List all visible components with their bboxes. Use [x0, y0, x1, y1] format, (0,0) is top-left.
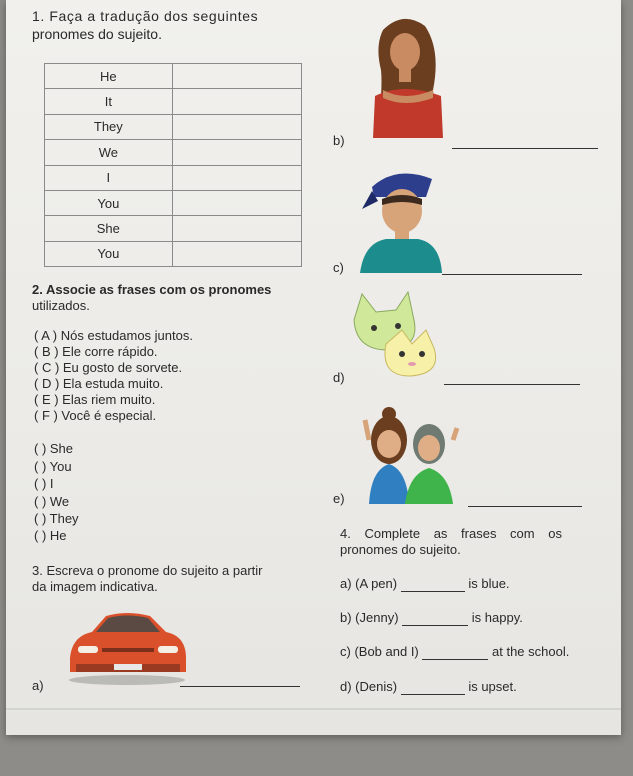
cats-image: [346, 290, 446, 378]
q4-item-b-suffix: is happy.: [471, 610, 523, 625]
q1-title-line2: pronomes do sujeito.: [32, 26, 162, 42]
q4-item-d-suffix: is upset.: [468, 679, 517, 694]
pronoun-table: [44, 63, 302, 267]
q2-sentence: ( B ) Ele corre rápido.: [34, 344, 158, 359]
q4-item-a-suffix: is blue.: [468, 576, 510, 591]
q3-item-c-blank[interactable]: [442, 262, 582, 275]
table-row: [45, 190, 302, 215]
q1-title-line1: 1. Faça a tradução dos seguintes: [32, 8, 259, 24]
girls-image: [361, 400, 461, 504]
answer-cell[interactable]: [172, 165, 301, 190]
q3-item-d-blank[interactable]: [444, 372, 580, 385]
q2-answer-item[interactable]: ( ) We: [34, 494, 70, 509]
paper-fold-line: [6, 708, 621, 710]
q2-sentence: ( C ) Eu gosto de sorvete.: [34, 360, 183, 375]
boy-cap-image: [356, 165, 444, 273]
q3-item-a-blank[interactable]: [180, 674, 300, 687]
q4-item-a-prefix: a) (A pen): [340, 576, 398, 591]
q2-answer-item[interactable]: ( ) She: [34, 441, 74, 456]
q3-item-d-label: d): [333, 370, 345, 385]
table-row: [45, 64, 302, 89]
q2-sentence: ( D ) Ela estuda muito.: [34, 376, 164, 391]
q4-title-line1: 4. Complete as frases com os: [340, 526, 562, 541]
table-row: [45, 140, 302, 165]
q4-item-d-blank[interactable]: [401, 682, 465, 695]
pronoun-cell: I: [45, 165, 173, 190]
q4-item-d: [340, 679, 517, 695]
q2-sentence: ( F ) Você é especial.: [34, 408, 157, 423]
worksheet-page: [6, 0, 621, 735]
pronoun-cell: You: [45, 190, 173, 215]
q4-item-c: [340, 644, 569, 660]
woman-image: [363, 10, 448, 140]
table-row: [45, 114, 302, 139]
table-row: [45, 89, 302, 114]
q4-item-a: [340, 576, 510, 592]
q3-item-e-blank[interactable]: [468, 494, 582, 507]
q4-item-b-prefix: b) (Jenny): [340, 610, 399, 625]
q2-answer-item[interactable]: ( ) He: [34, 528, 67, 543]
q3-title-line2: da imagem indicativa.: [32, 579, 158, 594]
pronoun-cell: We: [45, 140, 173, 165]
q2-answer-item[interactable]: ( ) I: [34, 476, 54, 491]
q4-item-b-blank[interactable]: [402, 613, 468, 626]
answer-cell[interactable]: [172, 140, 301, 165]
table-row: [45, 241, 302, 266]
pronoun-cell: He: [45, 64, 173, 89]
q4-item-c-prefix: c) (Bob and I): [340, 644, 419, 659]
q3-title-line1: 3. Escreva o pronome do sujeito a partir: [32, 563, 263, 578]
q2-answer-item[interactable]: ( ) You: [34, 459, 72, 474]
q3-item-a-label: a): [32, 678, 44, 693]
pronoun-cell: She: [45, 216, 173, 241]
q2-sentence: ( E ) Elas riem muito.: [34, 392, 156, 407]
table-row: [45, 216, 302, 241]
q4-item-b: [340, 610, 523, 626]
q3-item-c-label: c): [333, 260, 344, 275]
car-image: [62, 606, 192, 686]
q2-title-line2: utilizados.: [32, 298, 90, 313]
answer-cell[interactable]: [172, 190, 301, 215]
q4-title-line2: pronomes do sujeito.: [340, 542, 461, 557]
q4-item-c-suffix: at the school.: [492, 644, 570, 659]
answer-cell[interactable]: [172, 89, 301, 114]
answer-cell[interactable]: [172, 241, 301, 266]
q4-item-c-blank[interactable]: [422, 647, 488, 660]
q3-item-b-label: b): [333, 133, 345, 148]
pronoun-cell: They: [45, 114, 173, 139]
table-row: [45, 165, 302, 190]
q2-answer-item[interactable]: ( ) They: [34, 511, 79, 526]
answer-cell[interactable]: [172, 64, 301, 89]
answer-cell[interactable]: [172, 216, 301, 241]
answer-cell[interactable]: [172, 114, 301, 139]
q2-sentence: ( A ) Nós estudamos juntos.: [34, 328, 193, 343]
q3-item-b-blank[interactable]: [452, 136, 598, 149]
pronoun-cell: It: [45, 89, 173, 114]
pronoun-cell: You: [45, 241, 173, 266]
q3-item-e-label: e): [333, 491, 345, 506]
q4-item-a-blank[interactable]: [401, 579, 465, 592]
q2-title-line1: 2. Associe as frases com os pronomes: [32, 282, 272, 297]
q4-item-d-prefix: d) (Denis): [340, 679, 398, 694]
